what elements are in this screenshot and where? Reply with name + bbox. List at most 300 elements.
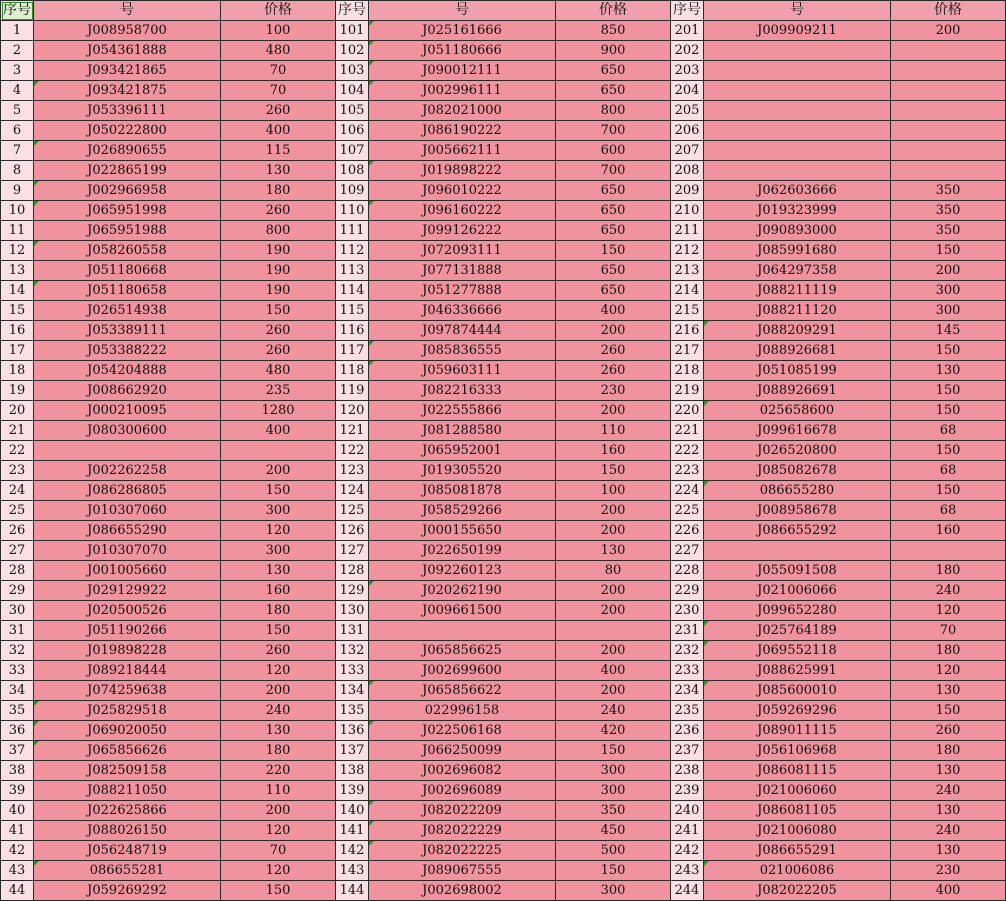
number-cell[interactable]: J046336666: [369, 301, 556, 321]
header-number-col-1[interactable]: 号: [34, 1, 221, 21]
number-cell[interactable]: J081288580: [369, 421, 556, 441]
price-cell[interactable]: 150: [891, 341, 1006, 361]
price-cell[interactable]: 110: [221, 781, 336, 801]
price-cell[interactable]: 200: [556, 581, 671, 601]
price-cell[interactable]: 480: [221, 41, 336, 61]
seq-cell[interactable]: 120: [336, 401, 369, 421]
number-cell[interactable]: J062603666: [704, 181, 891, 201]
number-cell[interactable]: J089067555: [369, 861, 556, 881]
seq-cell[interactable]: 136: [336, 721, 369, 741]
seq-cell[interactable]: 122: [336, 441, 369, 461]
price-cell[interactable]: 70: [221, 61, 336, 81]
number-cell[interactable]: J082022209: [369, 801, 556, 821]
price-cell[interactable]: [891, 541, 1006, 561]
header-price-col-2[interactable]: 价格: [556, 1, 671, 21]
number-cell[interactable]: [704, 141, 891, 161]
number-cell[interactable]: J000155650: [369, 521, 556, 541]
price-cell[interactable]: [891, 61, 1006, 81]
price-cell[interactable]: 180: [221, 601, 336, 621]
price-cell[interactable]: 650: [556, 221, 671, 241]
seq-cell[interactable]: 5: [1, 101, 34, 121]
seq-cell[interactable]: 215: [671, 301, 704, 321]
number-cell[interactable]: J019323999: [704, 201, 891, 221]
price-cell[interactable]: 130: [221, 561, 336, 581]
seq-cell[interactable]: 34: [1, 681, 34, 701]
seq-cell[interactable]: 140: [336, 801, 369, 821]
number-cell[interactable]: J086286805: [34, 481, 221, 501]
price-cell[interactable]: 260: [221, 641, 336, 661]
price-cell[interactable]: 80: [556, 561, 671, 581]
seq-cell[interactable]: 11: [1, 221, 34, 241]
seq-cell[interactable]: 111: [336, 221, 369, 241]
seq-cell[interactable]: 16: [1, 321, 34, 341]
seq-cell[interactable]: 105: [336, 101, 369, 121]
price-cell[interactable]: 240: [891, 781, 1006, 801]
seq-cell[interactable]: 31: [1, 621, 34, 641]
price-cell[interactable]: 130: [891, 681, 1006, 701]
seq-cell[interactable]: 229: [671, 581, 704, 601]
seq-cell[interactable]: 4: [1, 81, 34, 101]
seq-cell[interactable]: 114: [336, 281, 369, 301]
header-price-col-1[interactable]: 价格: [221, 1, 336, 21]
seq-cell[interactable]: 227: [671, 541, 704, 561]
price-cell[interactable]: 100: [556, 481, 671, 501]
seq-cell[interactable]: 139: [336, 781, 369, 801]
number-cell[interactable]: J053388222: [34, 341, 221, 361]
price-cell[interactable]: 300: [556, 781, 671, 801]
number-cell[interactable]: J010307060: [34, 501, 221, 521]
seq-cell[interactable]: 2: [1, 41, 34, 61]
seq-cell[interactable]: 15: [1, 301, 34, 321]
number-cell[interactable]: J090893000: [704, 221, 891, 241]
number-cell[interactable]: J008662920: [34, 381, 221, 401]
price-cell[interactable]: 400: [556, 301, 671, 321]
seq-cell[interactable]: 138: [336, 761, 369, 781]
price-cell[interactable]: 420: [556, 721, 671, 741]
price-cell[interactable]: 235: [221, 381, 336, 401]
number-cell[interactable]: J088211050: [34, 781, 221, 801]
number-cell[interactable]: J022650199: [369, 541, 556, 561]
seq-cell[interactable]: 214: [671, 281, 704, 301]
price-cell[interactable]: 130: [891, 841, 1006, 861]
price-cell[interactable]: 120: [221, 521, 336, 541]
seq-cell[interactable]: 207: [671, 141, 704, 161]
number-cell[interactable]: J086081105: [704, 801, 891, 821]
number-cell[interactable]: J086655291: [704, 841, 891, 861]
price-cell[interactable]: 150: [556, 861, 671, 881]
price-cell[interactable]: 300: [221, 541, 336, 561]
price-cell[interactable]: 68: [891, 461, 1006, 481]
seq-cell[interactable]: 128: [336, 561, 369, 581]
number-cell[interactable]: J019305520: [369, 461, 556, 481]
number-cell[interactable]: [704, 541, 891, 561]
price-cell[interactable]: 160: [556, 441, 671, 461]
number-cell[interactable]: J092260123: [369, 561, 556, 581]
number-cell[interactable]: J051190266: [34, 621, 221, 641]
seq-cell[interactable]: 242: [671, 841, 704, 861]
number-cell[interactable]: 021006086: [704, 861, 891, 881]
price-cell[interactable]: 150: [556, 741, 671, 761]
price-cell[interactable]: 120: [891, 661, 1006, 681]
seq-cell[interactable]: 209: [671, 181, 704, 201]
price-cell[interactable]: 130: [891, 761, 1006, 781]
number-cell[interactable]: J065856626: [34, 741, 221, 761]
seq-cell[interactable]: 224: [671, 481, 704, 501]
header-seq-col-3[interactable]: 序号: [671, 1, 704, 21]
number-cell[interactable]: J026890655: [34, 141, 221, 161]
number-cell[interactable]: J056106968: [704, 741, 891, 761]
seq-cell[interactable]: 117: [336, 341, 369, 361]
number-cell[interactable]: J088625991: [704, 661, 891, 681]
price-cell[interactable]: 150: [556, 241, 671, 261]
price-cell[interactable]: 130: [891, 801, 1006, 821]
price-cell[interactable]: 350: [891, 221, 1006, 241]
number-cell[interactable]: J053396111: [34, 101, 221, 121]
price-cell[interactable]: 260: [221, 101, 336, 121]
number-cell[interactable]: J021006080: [704, 821, 891, 841]
number-cell[interactable]: J051277888: [369, 281, 556, 301]
number-cell[interactable]: J008958678: [704, 501, 891, 521]
seq-cell[interactable]: 113: [336, 261, 369, 281]
seq-cell[interactable]: 24: [1, 481, 34, 501]
number-cell[interactable]: J065856625: [369, 641, 556, 661]
seq-cell[interactable]: 144: [336, 881, 369, 901]
seq-cell[interactable]: 220: [671, 401, 704, 421]
number-cell[interactable]: J026514938: [34, 301, 221, 321]
price-cell[interactable]: 150: [891, 481, 1006, 501]
seq-cell[interactable]: 25: [1, 501, 34, 521]
seq-cell[interactable]: 226: [671, 521, 704, 541]
seq-cell[interactable]: 42: [1, 841, 34, 861]
seq-cell[interactable]: 235: [671, 701, 704, 721]
seq-cell[interactable]: 129: [336, 581, 369, 601]
number-cell[interactable]: J005662111: [369, 141, 556, 161]
price-cell[interactable]: 190: [221, 261, 336, 281]
number-cell[interactable]: [704, 121, 891, 141]
seq-cell[interactable]: 116: [336, 321, 369, 341]
price-cell[interactable]: [891, 81, 1006, 101]
header-seq-col-2[interactable]: 序号: [336, 1, 369, 21]
number-cell[interactable]: J019898222: [369, 161, 556, 181]
seq-cell[interactable]: 37: [1, 741, 34, 761]
seq-cell[interactable]: 126: [336, 521, 369, 541]
number-cell[interactable]: [704, 41, 891, 61]
seq-cell[interactable]: 217: [671, 341, 704, 361]
seq-cell[interactable]: 132: [336, 641, 369, 661]
seq-cell[interactable]: 28: [1, 561, 34, 581]
number-cell[interactable]: J002696082: [369, 761, 556, 781]
number-cell[interactable]: J099126222: [369, 221, 556, 241]
price-cell[interactable]: 130: [221, 721, 336, 741]
price-cell[interactable]: 130: [891, 361, 1006, 381]
number-cell[interactable]: J086655290: [34, 521, 221, 541]
seq-cell[interactable]: 201: [671, 21, 704, 41]
price-cell[interactable]: 160: [891, 521, 1006, 541]
number-cell[interactable]: J085836555: [369, 341, 556, 361]
price-cell[interactable]: 300: [556, 881, 671, 901]
seq-cell[interactable]: 221: [671, 421, 704, 441]
price-cell[interactable]: 260: [891, 721, 1006, 741]
seq-cell[interactable]: 244: [671, 881, 704, 901]
number-cell[interactable]: J085081878: [369, 481, 556, 501]
price-cell[interactable]: 130: [221, 161, 336, 181]
price-cell[interactable]: 68: [891, 501, 1006, 521]
number-cell[interactable]: J000210095: [34, 401, 221, 421]
price-cell[interactable]: 200: [556, 521, 671, 541]
seq-cell[interactable]: 124: [336, 481, 369, 501]
number-cell[interactable]: J002696089: [369, 781, 556, 801]
seq-cell[interactable]: 206: [671, 121, 704, 141]
number-cell[interactable]: J059269292: [34, 881, 221, 901]
seq-cell[interactable]: 110: [336, 201, 369, 221]
number-cell[interactable]: J022865199: [34, 161, 221, 181]
price-cell[interactable]: 1280: [221, 401, 336, 421]
number-cell[interactable]: J022555866: [369, 401, 556, 421]
number-cell[interactable]: J093421875: [34, 81, 221, 101]
seq-cell[interactable]: 228: [671, 561, 704, 581]
price-cell[interactable]: 200: [556, 401, 671, 421]
seq-cell[interactable]: 14: [1, 281, 34, 301]
price-cell[interactable]: 150: [891, 401, 1006, 421]
number-cell[interactable]: J089011115: [704, 721, 891, 741]
price-cell[interactable]: [891, 121, 1006, 141]
number-cell[interactable]: J065952001: [369, 441, 556, 461]
seq-cell[interactable]: 204: [671, 81, 704, 101]
seq-cell[interactable]: 130: [336, 601, 369, 621]
price-cell[interactable]: 120: [221, 821, 336, 841]
number-cell[interactable]: J055091508: [704, 561, 891, 581]
number-cell[interactable]: J020500526: [34, 601, 221, 621]
price-cell[interactable]: 180: [891, 641, 1006, 661]
price-cell[interactable]: 480: [221, 361, 336, 381]
price-cell[interactable]: 200: [221, 461, 336, 481]
number-cell[interactable]: J096160222: [369, 201, 556, 221]
seq-cell[interactable]: 230: [671, 601, 704, 621]
number-cell[interactable]: J051180668: [34, 261, 221, 281]
price-cell[interactable]: 200: [221, 681, 336, 701]
number-cell[interactable]: J096010222: [369, 181, 556, 201]
seq-cell[interactable]: 108: [336, 161, 369, 181]
number-cell[interactable]: J025161666: [369, 21, 556, 41]
number-cell[interactable]: J088209291: [704, 321, 891, 341]
number-cell[interactable]: J097874444: [369, 321, 556, 341]
price-cell[interactable]: 115: [221, 141, 336, 161]
price-cell[interactable]: 650: [556, 201, 671, 221]
number-cell[interactable]: 025658600: [704, 401, 891, 421]
number-cell[interactable]: J058529266: [369, 501, 556, 521]
seq-cell[interactable]: 38: [1, 761, 34, 781]
price-cell[interactable]: 100: [221, 21, 336, 41]
seq-cell[interactable]: 112: [336, 241, 369, 261]
price-cell[interactable]: 68: [891, 421, 1006, 441]
number-cell[interactable]: J059269296: [704, 701, 891, 721]
price-cell[interactable]: 200: [556, 601, 671, 621]
seq-cell[interactable]: 121: [336, 421, 369, 441]
number-cell[interactable]: J077131888: [369, 261, 556, 281]
price-cell[interactable]: [221, 441, 336, 461]
seq-cell[interactable]: 103: [336, 61, 369, 81]
price-cell[interactable]: 130: [556, 541, 671, 561]
seq-cell[interactable]: 234: [671, 681, 704, 701]
seq-cell[interactable]: 213: [671, 261, 704, 281]
price-cell[interactable]: 240: [221, 701, 336, 721]
seq-cell[interactable]: 26: [1, 521, 34, 541]
seq-cell[interactable]: 1: [1, 21, 34, 41]
price-cell[interactable]: 230: [556, 381, 671, 401]
seq-cell[interactable]: 210: [671, 201, 704, 221]
seq-cell[interactable]: 109: [336, 181, 369, 201]
price-cell[interactable]: 150: [891, 441, 1006, 461]
number-cell[interactable]: J072093111: [369, 241, 556, 261]
number-cell[interactable]: J022625866: [34, 801, 221, 821]
seq-cell[interactable]: 32: [1, 641, 34, 661]
price-cell[interactable]: 120: [221, 861, 336, 881]
number-cell[interactable]: [34, 441, 221, 461]
number-cell[interactable]: J086081115: [704, 761, 891, 781]
price-cell[interactable]: 150: [221, 301, 336, 321]
number-cell[interactable]: J069020050: [34, 721, 221, 741]
header-number-col-2[interactable]: 号: [369, 1, 556, 21]
seq-cell[interactable]: 118: [336, 361, 369, 381]
number-cell[interactable]: J002262258: [34, 461, 221, 481]
number-cell[interactable]: J001005660: [34, 561, 221, 581]
number-cell[interactable]: J099616678: [704, 421, 891, 441]
number-cell[interactable]: J054361888: [34, 41, 221, 61]
price-cell[interactable]: 260: [556, 361, 671, 381]
price-cell[interactable]: 200: [891, 261, 1006, 281]
number-cell[interactable]: J050222800: [34, 121, 221, 141]
seq-cell[interactable]: 238: [671, 761, 704, 781]
price-cell[interactable]: 150: [221, 621, 336, 641]
price-cell[interactable]: 150: [221, 481, 336, 501]
number-cell[interactable]: J086190222: [369, 121, 556, 141]
seq-cell[interactable]: 19: [1, 381, 34, 401]
price-cell[interactable]: 400: [221, 121, 336, 141]
number-cell[interactable]: J022506168: [369, 721, 556, 741]
price-cell[interactable]: 180: [891, 561, 1006, 581]
seq-cell[interactable]: 33: [1, 661, 34, 681]
number-cell[interactable]: J065856622: [369, 681, 556, 701]
number-cell[interactable]: J051085199: [704, 361, 891, 381]
number-cell[interactable]: J053389111: [34, 321, 221, 341]
price-cell[interactable]: 260: [221, 201, 336, 221]
price-cell[interactable]: 110: [556, 421, 671, 441]
price-cell[interactable]: 70: [221, 841, 336, 861]
number-cell[interactable]: J051180658: [34, 281, 221, 301]
price-cell[interactable]: 900: [556, 41, 671, 61]
number-cell[interactable]: J085082678: [704, 461, 891, 481]
seq-cell[interactable]: 208: [671, 161, 704, 181]
price-cell[interactable]: 260: [221, 341, 336, 361]
header-number-col-3[interactable]: 号: [704, 1, 891, 21]
seq-cell[interactable]: 125: [336, 501, 369, 521]
seq-cell[interactable]: 43: [1, 861, 34, 881]
price-cell[interactable]: 260: [221, 321, 336, 341]
seq-cell[interactable]: 241: [671, 821, 704, 841]
seq-cell[interactable]: 20: [1, 401, 34, 421]
number-cell[interactable]: J082022225: [369, 841, 556, 861]
number-cell[interactable]: J029129922: [34, 581, 221, 601]
seq-cell[interactable]: 12: [1, 241, 34, 261]
seq-cell[interactable]: 212: [671, 241, 704, 261]
price-cell[interactable]: 600: [556, 141, 671, 161]
seq-cell[interactable]: 44: [1, 881, 34, 901]
number-cell[interactable]: J064297358: [704, 261, 891, 281]
price-cell[interactable]: 240: [556, 701, 671, 721]
number-cell[interactable]: J088926681: [704, 341, 891, 361]
price-cell[interactable]: 180: [891, 741, 1006, 761]
seq-cell[interactable]: 115: [336, 301, 369, 321]
price-cell[interactable]: 200: [556, 641, 671, 661]
seq-cell[interactable]: 18: [1, 361, 34, 381]
seq-cell[interactable]: 203: [671, 61, 704, 81]
seq-cell[interactable]: 29: [1, 581, 34, 601]
price-cell[interactable]: 230: [891, 861, 1006, 881]
seq-cell[interactable]: 10: [1, 201, 34, 221]
seq-cell[interactable]: 40: [1, 801, 34, 821]
price-cell[interactable]: 300: [221, 501, 336, 521]
seq-cell[interactable]: 35: [1, 701, 34, 721]
price-cell[interactable]: 300: [891, 281, 1006, 301]
seq-cell[interactable]: 7: [1, 141, 34, 161]
seq-cell[interactable]: 236: [671, 721, 704, 741]
price-cell[interactable]: 650: [556, 281, 671, 301]
number-cell[interactable]: J088026150: [34, 821, 221, 841]
price-cell[interactable]: 850: [556, 21, 671, 41]
seq-cell[interactable]: 135: [336, 701, 369, 721]
number-cell[interactable]: 086655281: [34, 861, 221, 881]
price-cell[interactable]: 450: [556, 821, 671, 841]
number-cell[interactable]: J059603111: [369, 361, 556, 381]
number-cell[interactable]: J074259638: [34, 681, 221, 701]
price-cell[interactable]: 700: [556, 161, 671, 181]
price-cell[interactable]: 220: [221, 761, 336, 781]
seq-cell[interactable]: 231: [671, 621, 704, 641]
price-cell[interactable]: 300: [556, 761, 671, 781]
number-cell[interactable]: J009661500: [369, 601, 556, 621]
price-cell[interactable]: 700: [556, 121, 671, 141]
seq-cell[interactable]: 30: [1, 601, 34, 621]
number-cell[interactable]: J088926691: [704, 381, 891, 401]
price-cell[interactable]: 145: [891, 321, 1006, 341]
seq-cell[interactable]: 101: [336, 21, 369, 41]
price-cell[interactable]: 400: [891, 881, 1006, 901]
number-cell[interactable]: J025764189: [704, 621, 891, 641]
number-cell[interactable]: J069552118: [704, 641, 891, 661]
price-cell[interactable]: 400: [556, 661, 671, 681]
price-cell[interactable]: 190: [221, 241, 336, 261]
seq-cell[interactable]: 240: [671, 801, 704, 821]
seq-cell[interactable]: 232: [671, 641, 704, 661]
seq-cell[interactable]: 22: [1, 441, 34, 461]
number-cell[interactable]: [369, 621, 556, 641]
seq-cell[interactable]: 223: [671, 461, 704, 481]
price-cell[interactable]: 150: [891, 381, 1006, 401]
number-cell[interactable]: J065951998: [34, 201, 221, 221]
seq-cell[interactable]: 202: [671, 41, 704, 61]
price-cell[interactable]: [891, 141, 1006, 161]
price-cell[interactable]: 650: [556, 61, 671, 81]
number-cell[interactable]: J085600010: [704, 681, 891, 701]
number-cell[interactable]: J021006060: [704, 781, 891, 801]
seq-cell[interactable]: 107: [336, 141, 369, 161]
seq-cell[interactable]: 27: [1, 541, 34, 561]
number-cell[interactable]: J066250099: [369, 741, 556, 761]
seq-cell[interactable]: 137: [336, 741, 369, 761]
seq-cell[interactable]: 21: [1, 421, 34, 441]
number-cell[interactable]: J082216333: [369, 381, 556, 401]
header-seq-col-1[interactable]: 序号: [1, 1, 34, 21]
